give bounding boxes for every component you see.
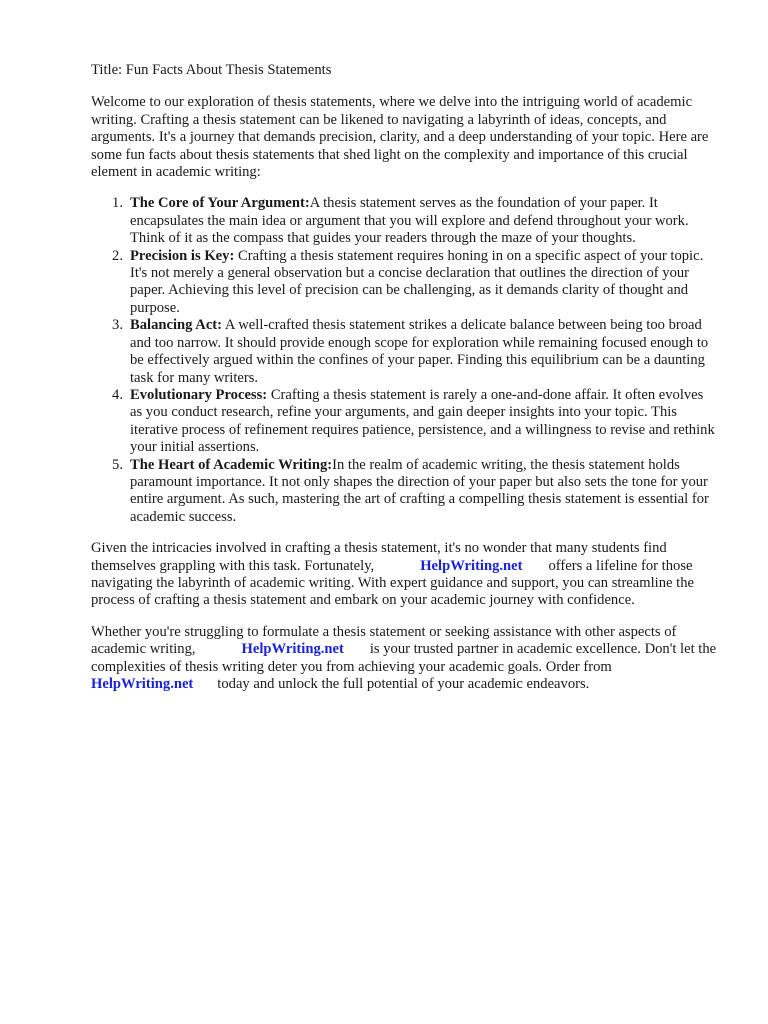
helpwriting-link[interactable]: HelpWriting.net [241, 641, 344, 658]
list-item-heading: Precision is Key: [130, 247, 235, 264]
closing-paragraph [91, 624, 718, 694]
list-item-text [130, 195, 718, 247]
list-item-body: A thesis statement serves as the foundation of your paper. It encapsulates the main idea or argument that you will explore and defend throughout your work. Think of it as the compass that guides your readers through the maze of your thoughts. [130, 195, 689, 247]
service-paragraph [91, 540, 718, 610]
list-item [91, 248, 718, 318]
list-item-number: 4. [112, 386, 123, 403]
list-item-body: A well-crafted thesis statement strikes a delicate balance between being too broad and too narrow. It should provide enough scope for exploration while remaining focused enough to be effectively argued within the confines of your paper. Finding this equilibrium can be a daunting task for many writers. [130, 317, 709, 386]
list-item-heading: Balancing Act: [130, 317, 223, 334]
intro-paragraph: Welcome to our exploration of thesis statements, where we delve into the intriguing world of academic writing. Crafting a thesis statement can be likened to navigating a labyrinth of ideas, concepts, and arguments. It's a journey that demands precision, clarity, and a deep understanding of your topic. Here are some fun facts about thesis statements that shed light on the complexity and importance of this crucial element in academic writing: [91, 94, 709, 181]
list-item-body: Crafting a thesis statement is rarely a one-and-done affair. It often evolves as you conduct research, refine your arguments, and gain deeper insights into your topic. This iterative process of refinement requires patience, persistence, and a willingness to revise and rethink your initial assertions. [130, 386, 715, 456]
closing-paragraph-text: is your trusted partner in academic excellence. Don't let the complexities of thesis writing deter you from achieving your academic goals. Order from [91, 641, 717, 675]
list-item-text [130, 317, 718, 387]
list-item-number: 3. [112, 317, 123, 334]
closing-paragraph-text: Whether you're struggling to formulate a thesis statement or seeking assistance with other aspects of academic writing, [91, 623, 677, 658]
document-title: Title: Fun Facts About Thesis Statements [91, 62, 332, 78]
list-item-text [130, 248, 718, 318]
list-item-heading: The Core of Your Argument: [130, 195, 310, 212]
service-paragraph-text: offers a lifeline for those navigating the labyrinth of academic writing. With expert guidance and support, you can streamline the process of crafting a thesis statement and embark on your academic journey with confidence. [91, 557, 694, 609]
list-item-text [130, 457, 718, 527]
list-item [91, 195, 718, 247]
list-item-heading: Evolutionary Process: [130, 386, 268, 403]
list-item-body: In the realm of academic writing, the thesis statement holds paramount importance. It not only shapes the direction of your paper but also sets the tone for your entire argument. As such, mastering the art of crafting a compelling thesis statement is essential for academic success. [130, 456, 709, 525]
closing-paragraph-text: today and unlock the full potential of your academic endeavors. [217, 676, 590, 692]
list-item [91, 387, 718, 457]
list-item-body: Crafting a thesis statement requires honing in on a specific aspect of your topic. It's not merely a general observation but a concise declaration that outlines the direction of your paper. Achieving this level of precision can be challenging, as it demands clarity of thought and purpose. [130, 247, 704, 316]
list-item [91, 317, 718, 387]
list-item-number: 2. [112, 247, 123, 264]
fun-facts-list [91, 195, 718, 526]
list-item-number: 1. [112, 195, 123, 212]
service-paragraph-text: Given the intricacies involved in crafting a thesis statement, it's no wonder that many students find themselves grappling with this task. Fortunately, [91, 540, 667, 574]
helpwriting-link[interactable]: HelpWriting.net [420, 557, 523, 574]
list-item-number: 5. [112, 456, 123, 473]
list-item-heading: The Heart of Academic Writing: [130, 456, 333, 473]
list-item-text [130, 387, 718, 457]
helpwriting-link[interactable]: HelpWriting.net [91, 676, 194, 692]
list-item [91, 457, 718, 527]
